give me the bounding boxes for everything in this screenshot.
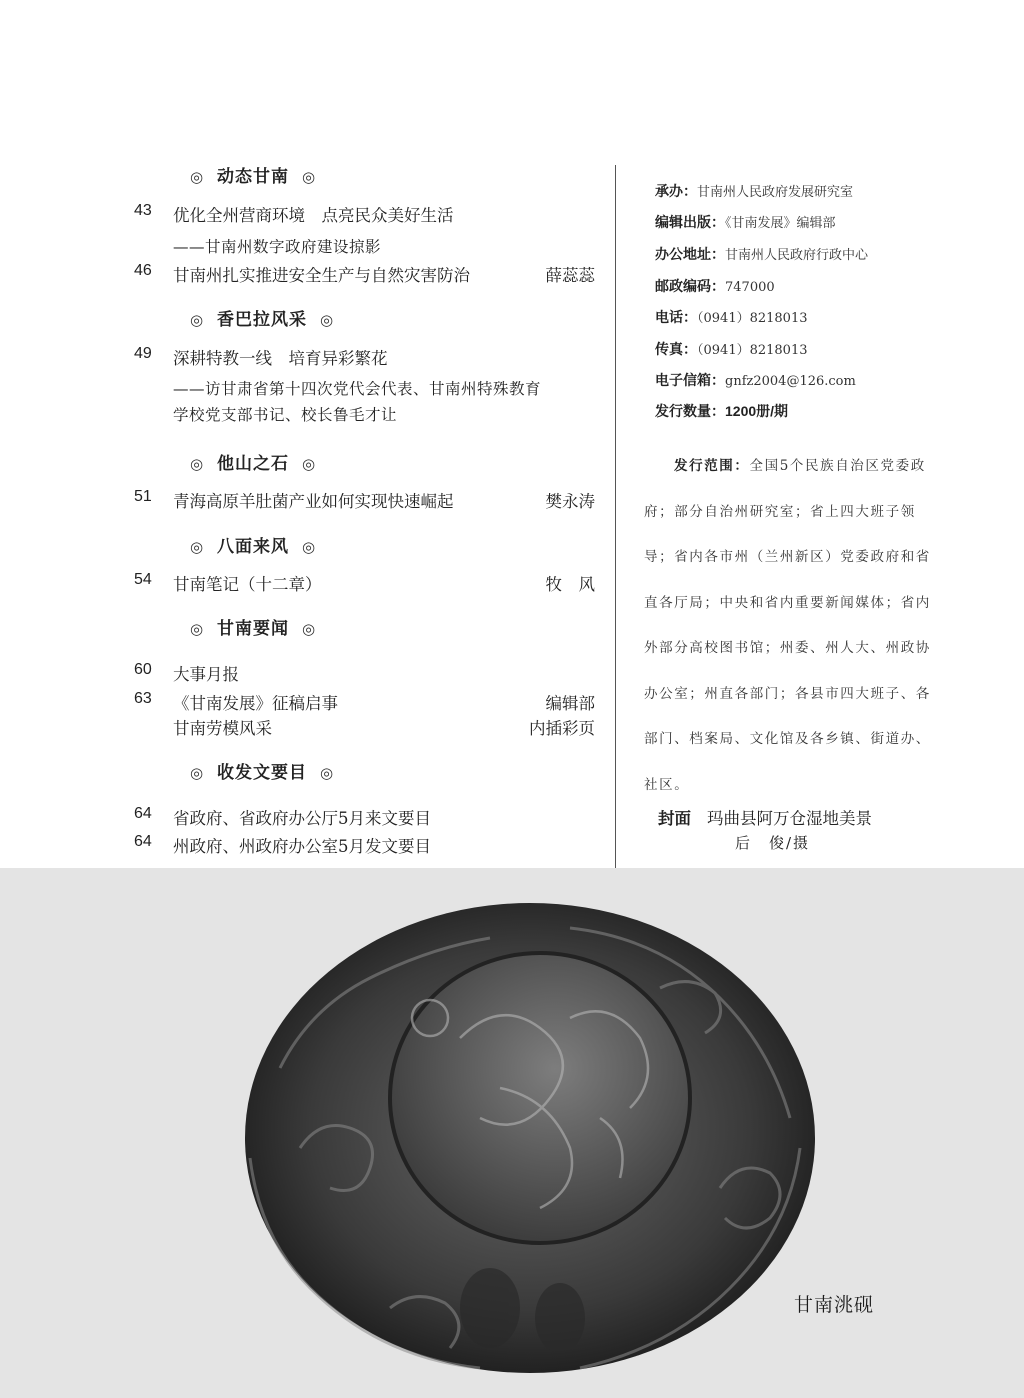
section-marker-icon: ◎	[319, 311, 335, 329]
article-subtitle: 学校党支部书记、校长鲁毛才让	[173, 406, 398, 424]
info-row-fax: 传真：（0941）8218013	[655, 341, 808, 358]
section-marker-icon: ◎	[190, 168, 205, 186]
article-title: 省政府、省政府办公厅5月来文要目	[173, 809, 431, 828]
page-number: 43	[134, 202, 152, 219]
toc-entry[interactable]	[130, 571, 595, 597]
section-marker-icon: ◎	[190, 311, 205, 329]
distribution-text: 全国5个民族自治区党委政府；部分自治州研究室；省上四大班子领导；省内各市州（兰州新区）党委政府和省直各厅局；中央和省内重要新闻媒体；省内外部分高校图书馆；州委、州人大、州政协办公室；州直各部门；各县市四大班子、各部门、档案局、文化馆及各乡镇、街道办、社区。	[644, 458, 931, 793]
info-row-postcode: 邮政编码：747000	[655, 278, 775, 295]
section-title: ◎ 动态甘南 ◎	[190, 167, 317, 187]
section-marker-icon: ◎	[190, 455, 205, 473]
info-row-organizer: 承办：甘南州人民政府发展研究室	[655, 183, 854, 200]
section-title: ◎ 收发文要目 ◎	[190, 763, 335, 783]
photo-caption: 甘南洮砚	[794, 1294, 875, 1316]
page-number: 60	[134, 661, 152, 678]
info-row-email: 电子信箱：gnfz2004@126.com	[655, 372, 856, 389]
section-marker-icon: ◎	[190, 764, 205, 782]
distribution-label: 发行范围：	[674, 458, 750, 473]
section-title: ◎ 香巴拉风采 ◎	[190, 310, 335, 330]
article-title: 甘南笔记（十二章）	[173, 575, 322, 594]
info-row-address: 办公地址：甘南州人民政府行政中心	[655, 246, 869, 263]
article-title: 大事月报	[173, 665, 239, 684]
page-number: 46	[134, 262, 152, 279]
info-row-publisher: 编辑出版：《甘南发展》编辑部	[655, 214, 836, 231]
section-title: ◎ 八面来风 ◎	[190, 537, 317, 557]
page-number: 63	[134, 690, 152, 707]
section-marker-icon: ◎	[301, 168, 317, 186]
section-marker-icon: ◎	[301, 455, 317, 473]
cover-title: 玛曲县阿万仓湿地美景	[707, 809, 872, 828]
info-row-circulation: 发行数量：1200册/期	[655, 403, 789, 419]
column-divider	[615, 165, 616, 868]
article-title: 青海高原羊肚菌产业如何实现快速崛起	[173, 492, 454, 511]
toc-entry[interactable]	[130, 345, 595, 371]
page-number: 49	[134, 345, 152, 362]
toc-entry[interactable]	[130, 262, 595, 288]
article-author: 薛蕊蕊	[545, 266, 595, 285]
section-marker-icon: ◎	[301, 620, 317, 638]
photo-section	[0, 868, 1024, 1398]
article-title: 《甘南发展》征稿启事	[173, 694, 338, 713]
article-title: 甘南劳模风采	[173, 719, 272, 738]
page-number: 64	[134, 805, 152, 822]
inkstone-photo	[240, 888, 820, 1378]
article-subtitle: ——甘南州数字政府建设掠影	[173, 238, 382, 256]
article-author: 编辑部	[545, 694, 595, 713]
toc-entry[interactable]	[130, 661, 595, 687]
article-title: 深耕特教一线 培育异彩繁花	[173, 349, 388, 368]
toc-entry[interactable]	[130, 202, 595, 228]
article-title: 甘南州扎实推进安全生产与自然灾害防治	[173, 266, 470, 285]
article-subtitle: ——访甘肃省第十四次党代会代表、甘南州特殊教育	[173, 380, 542, 398]
page-number: 64	[134, 833, 152, 850]
article-author: 牧 风	[545, 575, 595, 594]
article-author: 樊永涛	[545, 492, 595, 511]
table-of-contents	[0, 0, 615, 868]
cover-credit: 后 俊/摄	[735, 834, 811, 852]
toc-entry[interactable]	[130, 805, 595, 831]
toc-entry[interactable]	[130, 488, 595, 514]
article-title: 优化全州营商环境 点亮民众美好生活	[173, 206, 454, 225]
info-row-phone: 电话：（0941）8218013	[655, 309, 808, 326]
section-marker-icon: ◎	[190, 538, 205, 556]
distribution-scope	[644, 443, 932, 808]
section-title: ◎ 他山之石 ◎	[190, 454, 317, 474]
toc-entry[interactable]	[130, 690, 595, 716]
toc-entry[interactable]	[130, 715, 595, 741]
section-title: ◎ 甘南要闻 ◎	[190, 619, 317, 639]
cover-info	[658, 805, 872, 829]
toc-entry[interactable]	[130, 833, 595, 859]
article-author: 内插彩页	[529, 719, 595, 738]
section-marker-icon: ◎	[301, 538, 317, 556]
cover-label: 封面	[658, 810, 691, 828]
article-title: 州政府、州政府办公室5月发文要目	[173, 837, 431, 856]
section-marker-icon: ◎	[190, 620, 205, 638]
page-number: 51	[134, 488, 152, 505]
page-number: 54	[134, 571, 152, 588]
section-marker-icon: ◎	[319, 764, 335, 782]
